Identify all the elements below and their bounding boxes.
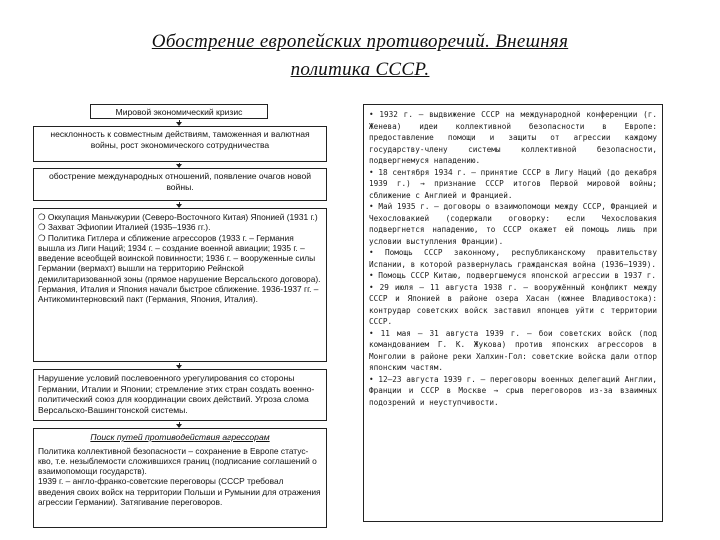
list-item: • 12—23 августа 1939 г. — переговоры военных делегаций Англии, Франции и СССР в Москве → срыв переговоров из-за взаимных подозрений и неуступчивости.	[369, 374, 657, 407]
arrow-down-icon	[179, 202, 180, 207]
list-item: Германия, Италия и Япония начали быстрое сближение. 1936-1937 гг. – Антикоминтерновский пакт (Германия, Япония, Италия).	[38, 284, 319, 305]
list-item: • Помощь СССР Китаю, подвергшемуся японской агрессии в 1937 г.	[369, 271, 656, 280]
counteraction-box	[33, 428, 327, 528]
arrow-down-icon	[179, 363, 180, 368]
tension-box: обострение международных отношений, появление очагов новой войны.	[33, 168, 327, 201]
collective-security-text: Политика коллективной безопасности – сохранение в Европе статус-кво, т.е. незыблемости сложившихся границ (подписание соглашений о взаимопомощи государств).	[38, 445, 317, 477]
negotiations-text: 1939 г. – англо-франко-советские переговоры (СССР требовал введения своих войск на территории Польши и Румынии для отражения агрессии Германии). Затягивание переговоров.	[38, 476, 321, 508]
trade-war-box: несклонность к совместным действиям, таможенная и валютная войны, рост экономического сотрудничества	[33, 126, 327, 162]
crisis-box: Мировой экономический кризис	[90, 104, 268, 119]
list-item: ❍ Захват Эфиопии Италией (1935–1936 гг.).	[38, 222, 211, 233]
arrow-down-icon	[179, 120, 180, 125]
violation-box: Нарушение условий послевоенного урегулирования со стороны Германии, Италии и Японии; стремление этих стран создать военно-политический союз для координации своих действий. Угроза слома Версальско-Вашингтонской системы.	[33, 369, 327, 421]
list-item: • 11 мая — 31 августа 1939 г. — бои советских войск (под командованием Г. К. Жукова) против японских агрессоров в Монголии в районе реки Халхин-Гол: советские войска дали отпор японским частям.	[369, 328, 657, 372]
list-item: • 1932 г. — выдвижение СССР на международной конференции (г. Женева) идеи коллективной безопасности в Европе: предоставление помощи и защиты от агрессии каждому государству-члену системы коллективной безопасности, подвергнемуся нападению.	[369, 110, 657, 165]
title-line-2: политика СССР.	[290, 59, 430, 80]
counteraction-heading: Поиск путей противодействия агрессорам	[90, 432, 270, 442]
title-line-1: Обострение европейских противоречий. Внешняя	[151, 31, 569, 52]
arrow-down-icon	[179, 422, 180, 427]
list-item: • Помощь СССР законному, республиканскому правительству Испании, в которой развернулась гражданская война (1936–1939).	[369, 248, 657, 269]
list-item: ❍ Оккупация Маньчжурии (Северо-Восточного Китая) Японией (1931 г.)	[38, 212, 318, 222]
list-item: • 18 сентября 1934 г. — принятие СССР в Лигу Наций (до декабря 1939 г.) → признание СССР итогов Первой мировой войны; сближение с Англией и Францией.	[369, 167, 657, 200]
list-item: • 29 июля — 11 августа 1938 г. — вооружённый конфликт между СССР и Японией в районе озера Хасан (южнее Владивостока): контрудар советских войск заставил японцев уйти с территории СССР.	[369, 282, 657, 326]
ussr-policy-list	[363, 104, 663, 522]
list-item: ❍ Политика Гитлера и сближение агрессоров (1933 г. – Германия вышла из Лиги Наций; 1934 г. – создание военной авиации; 1935 г. – введение всеобщей воинской повинности; 1936 г. – вооруженные силы Германии (вермахт) вышли на территорию Рейнской демилитаризованной зоны (прямое нарушение Версальского договора).	[38, 232, 321, 284]
arrow-down-icon	[179, 163, 180, 167]
aggression-box	[33, 208, 327, 362]
list-item: • Май 1935 г. — договоры о взаимопомощи между СССР, Францией и Чехословакией (содержали оговорку: если Чехословакия подвергнется нападению, то СССР окажет ей помощь лишь при условии выступления Франции).	[369, 202, 657, 246]
page-title	[0, 28, 720, 84]
